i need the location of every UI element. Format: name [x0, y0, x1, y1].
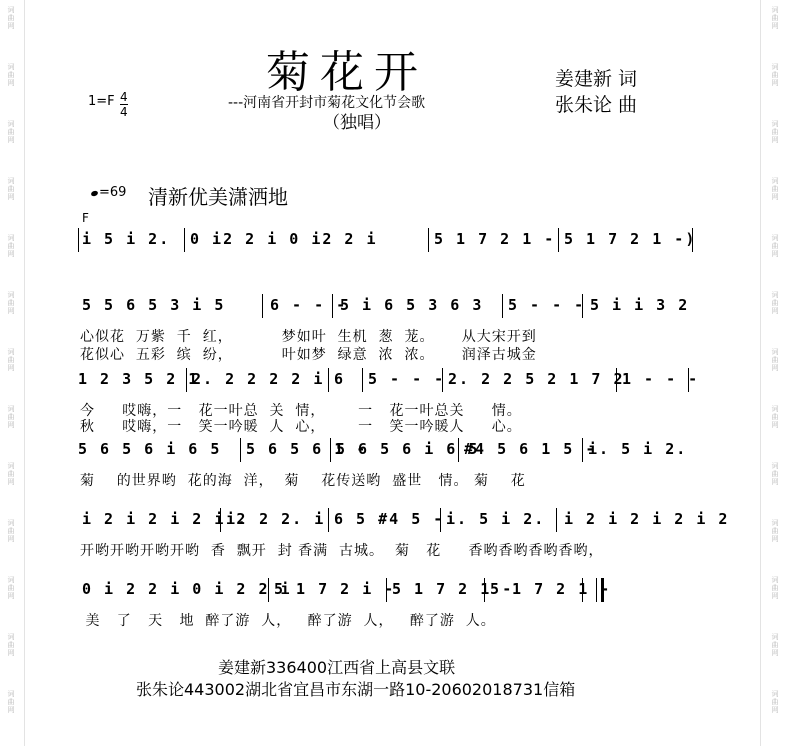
measure: 5 i 6 5 3 6 3 — [340, 296, 484, 314]
barline — [688, 368, 689, 392]
lyric-line: 秋 哎嗨，一 笑一吟暖 人 心， 一 笑一吟暖人 心。 — [80, 419, 522, 435]
watermark-text: 词曲网 — [771, 63, 779, 87]
watermark-text: 词曲网 — [771, 405, 779, 429]
measure: i 5 i 2. — [82, 230, 171, 248]
barline — [692, 228, 693, 252]
score-row — [78, 438, 698, 464]
lyric-line: 美 了 天 地 醉了游 人， 醉了游 人， 醉了游 人。 — [80, 613, 496, 629]
left-border — [24, 0, 25, 746]
lyricist-credit: 姜建新 词 — [555, 68, 638, 90]
watermark-text: 词曲网 — [7, 576, 15, 600]
measure: 1 2 3 5 2 1 — [78, 370, 200, 388]
measure: 6 — [334, 370, 346, 388]
chord-symbol: F — [82, 211, 89, 225]
measure: 1 - - - — [622, 370, 700, 388]
song-subtitle: ---河南省开封市菊花文化节会歌 — [228, 95, 426, 111]
measure: 2. 2 2 5 2 1 7 2 — [448, 370, 625, 388]
measure: i. 2 2. i — [226, 510, 326, 528]
time-signature — [120, 90, 128, 119]
measure: 5 6 5 6 1 - — [246, 440, 368, 458]
barline — [186, 368, 187, 392]
barline — [330, 438, 331, 462]
tempo-marking — [91, 185, 126, 200]
score-row — [78, 294, 698, 320]
score-row — [78, 578, 698, 604]
watermark-text: 词曲网 — [7, 462, 15, 486]
measure: i 2 i 2 i 2 i 2 — [564, 510, 730, 528]
score-row — [78, 368, 698, 394]
watermark-text: 词曲网 — [771, 120, 779, 144]
footer-line-1: 姜建新336400江西省上高县文联 — [218, 658, 456, 677]
watermark-text: 词曲网 — [7, 177, 15, 201]
watermark-text: 词曲网 — [7, 291, 15, 315]
barline — [240, 438, 241, 462]
measure: 0 i 2 2 i 0 i 2 2 i — [82, 580, 292, 598]
measure: i 2 i 2 i 2 i 2 — [82, 510, 248, 528]
barline — [458, 438, 459, 462]
watermark-text: 词曲网 — [771, 690, 779, 714]
barline — [220, 508, 221, 532]
measure: i. 5 i 2. — [446, 510, 546, 528]
watermark-text: 词曲网 — [7, 120, 15, 144]
barline — [328, 368, 329, 392]
barline — [556, 508, 557, 532]
lyric-line: 心似花 万紫 千 红， 梦如叶 生机 葱 茏。 从大宋开到 — [80, 329, 537, 345]
barline — [268, 578, 269, 602]
barline — [362, 368, 363, 392]
final-barline — [596, 578, 604, 602]
measure: 5 6 5 6 i 6 5 — [336, 440, 480, 458]
measure: 5 1 7 2 i - — [274, 580, 396, 598]
measure: 5 1 7 2 1 - — [392, 580, 514, 598]
quarter-note-icon — [90, 190, 98, 197]
measure: 5 1 7 2 1 - — [434, 230, 556, 248]
measure: 5 1 7 2 1 -) — [564, 230, 697, 248]
barline — [558, 228, 559, 252]
barline — [582, 578, 583, 602]
time-signature-bottom: 4 — [120, 105, 128, 119]
watermark-text: 词曲网 — [7, 633, 15, 657]
lyric-line: 菊 的世界哟 花的海 洋， 菊 花传送哟 盛世 情。 菊 花 — [80, 473, 526, 489]
key-signature: 1=F — [88, 94, 115, 109]
watermark-text: 词曲网 — [7, 690, 15, 714]
expression-marking: 清新优美潇洒地 — [148, 185, 288, 209]
watermark-text: 词曲网 — [771, 291, 779, 315]
measure: 5 i i 3 2 — [590, 296, 690, 314]
barline — [184, 228, 185, 252]
time-signature-top: 4 — [120, 90, 128, 104]
watermark-text: 词曲网 — [771, 348, 779, 372]
barline — [484, 578, 485, 602]
measure: 5 1 7 2 1 - — [490, 580, 612, 598]
song-title: 菊花开 — [266, 47, 428, 98]
barline — [582, 438, 583, 462]
watermark-text: 词曲网 — [771, 576, 779, 600]
watermark-text: 词曲网 — [771, 462, 779, 486]
watermark-text: 词曲网 — [7, 519, 15, 543]
barline — [262, 294, 263, 318]
right-border — [760, 0, 761, 746]
watermark-text: 词曲网 — [771, 519, 779, 543]
watermark-text: 词曲网 — [7, 348, 15, 372]
watermark-text: 词曲网 — [7, 63, 15, 87]
barline — [502, 294, 503, 318]
barline — [328, 508, 329, 532]
barline — [428, 228, 429, 252]
measure: 5 - - - — [368, 370, 446, 388]
measure: 5 5 6 5 3 i 5 — [82, 296, 226, 314]
measure: 6 - - - — [270, 296, 348, 314]
lyric-line: 今 哎嗨，一 花一叶总 关 情， 一 花一叶总关 情。 — [80, 403, 522, 419]
watermark-text: 词曲网 — [771, 177, 779, 201]
measure: 2. 2 2 2 2 i — [192, 370, 325, 388]
watermark-text: 词曲网 — [771, 6, 779, 30]
barline — [386, 578, 387, 602]
lyric-line: 开哟开哟开哟开哟 香 飘开 封 香满 古城。 菊 花 香哟香哟香哟香哟， — [80, 543, 604, 559]
barline — [440, 508, 441, 532]
measure: #4 5 6 1 5 - — [464, 440, 597, 458]
composer-credit: 张朱论 曲 — [555, 94, 638, 116]
footer-line-2: 张朱论443002湖北省宜昌市东湖一路10-20602018731信箱 — [136, 680, 576, 699]
measure: 6 5 #4 5 - — [334, 510, 445, 528]
lyric-line: 花似心 五彩 缤 纷， 叶如梦 绿意 浓 浓。 润泽古城金 — [80, 347, 537, 363]
tempo-value: =69 — [99, 185, 127, 200]
barline — [78, 228, 79, 252]
performance-type: （独唱） — [323, 113, 391, 133]
score-row — [78, 508, 730, 534]
barline — [582, 294, 583, 318]
barline — [616, 368, 617, 392]
measure: i. 5 i 2. — [588, 440, 688, 458]
measure: 5 - - - — [508, 296, 586, 314]
watermark-text: 词曲网 — [7, 405, 15, 429]
watermark-text: 词曲网 — [7, 6, 15, 30]
barline — [442, 368, 443, 392]
watermark-text: 词曲网 — [771, 234, 779, 258]
measure: 5 6 5 6 i 6 5 — [78, 440, 222, 458]
watermark-text: 词曲网 — [7, 234, 15, 258]
measure: 0 i2 2 i 0 i2 2 i — [190, 230, 378, 248]
score-row — [78, 228, 698, 254]
barline — [332, 294, 333, 318]
watermark-text: 词曲网 — [771, 633, 779, 657]
